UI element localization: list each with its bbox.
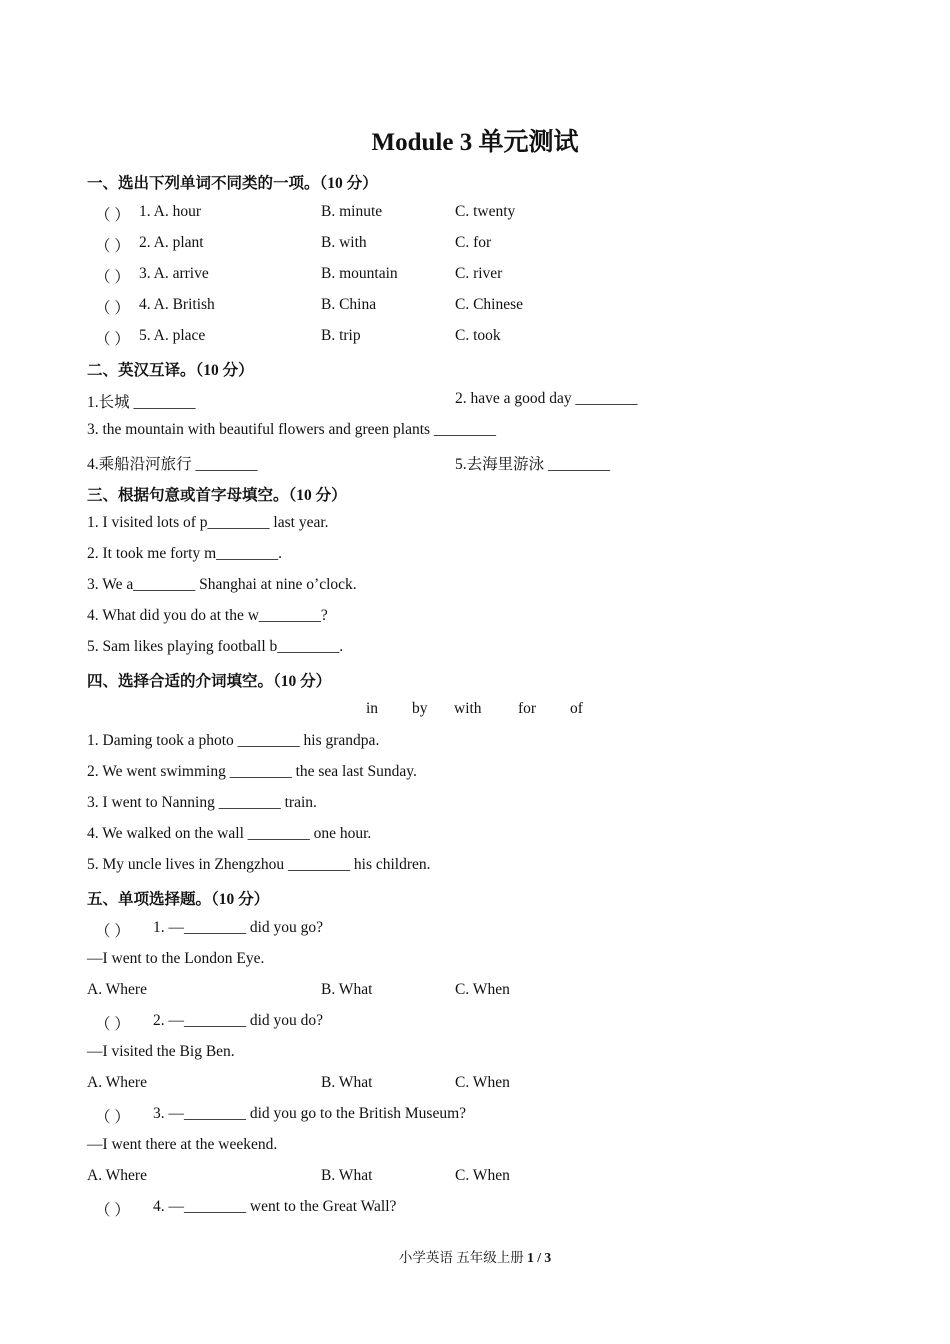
- option-a: A. Where: [87, 1074, 147, 1091]
- answer-paren: （ ）: [95, 923, 130, 940]
- section-3-heading: 三、根据句意或首字母填空。（10 分）: [87, 487, 347, 504]
- option-a: 1. A. hour: [139, 203, 201, 220]
- s5-q2: [0, 1012, 950, 1032]
- s5-q2-answer: —I visited the Big Ben.: [87, 1043, 235, 1060]
- question-text: 2. —________ did you do?: [153, 1012, 324, 1029]
- footer-text: 小学英语 五年级上册: [398, 1250, 528, 1265]
- s1-item-5: [0, 327, 950, 347]
- option-b: B. trip: [321, 327, 361, 344]
- question-text: 4. —________ went to the Great Wall?: [153, 1198, 397, 1215]
- option-c: C. river: [455, 265, 503, 282]
- section-5-heading: 五、单项选择题。（10 分）: [87, 891, 270, 908]
- answer-paren: （ ）: [95, 269, 130, 286]
- s5-q4: [0, 1198, 950, 1218]
- answer-paren: （ ）: [95, 1109, 130, 1126]
- s2-q2: 2. have a good day ________: [455, 390, 638, 407]
- option-b: B. with: [321, 234, 367, 251]
- answer-paren: （ ）: [95, 207, 130, 224]
- option-b: B. minute: [321, 203, 383, 220]
- s3-item-4: 4. What did you do at the w________?: [87, 607, 328, 624]
- s2-q5: 5.去海里游泳 ________: [455, 456, 611, 473]
- option-c: C. took: [455, 327, 501, 344]
- section-4-heading: 四、选择合适的介词填空。（10 分）: [87, 673, 332, 690]
- s5-q1: [0, 919, 950, 939]
- option-a: A. Where: [87, 981, 147, 998]
- answer-paren: （ ）: [95, 331, 130, 348]
- option-b: B. mountain: [321, 265, 398, 282]
- option-c: C. When: [455, 981, 510, 998]
- s4-item-1: 1. Daming took a photo ________ his grandpa.: [87, 732, 380, 749]
- option-a: 2. A. plant: [139, 234, 204, 251]
- option-b: B. What: [321, 1167, 373, 1184]
- option-b: B. What: [321, 981, 373, 998]
- question-text: 3. —________ did you go to the British Museum?: [153, 1105, 467, 1122]
- option-b: B. China: [321, 296, 377, 313]
- s4-item-2: 2. We went swimming ________ the sea last Sunday.: [87, 763, 417, 780]
- answer-paren: （ ）: [95, 1202, 130, 1219]
- s5-q2-options: [0, 1074, 950, 1094]
- word-bank-item: of: [570, 700, 583, 717]
- s2-q3: 3. the mountain with beautiful flowers and green plants ________: [87, 421, 496, 438]
- option-c: C. for: [455, 234, 492, 251]
- s3-item-5: 5. Sam likes playing football b________.: [87, 638, 344, 655]
- s1-item-3: [0, 265, 950, 285]
- word-bank: [0, 700, 950, 720]
- s3-item-3: 3. We a________ Shanghai at nine o’clock.: [87, 576, 357, 593]
- page-footer: [0, 1246, 950, 1266]
- page-number: 1 / 3: [527, 1250, 552, 1265]
- word-bank-item: with: [454, 700, 482, 717]
- s1-item-2: [0, 234, 950, 254]
- s5-q3: [0, 1105, 950, 1125]
- section-1-heading: 一、选出下列单词不同类的一项。（10 分）: [87, 175, 378, 192]
- s1-item-4: [0, 296, 950, 316]
- option-b: B. What: [321, 1074, 373, 1091]
- s5-q1-options: [0, 981, 950, 1001]
- option-c: C. When: [455, 1074, 510, 1091]
- s3-item-1: 1. I visited lots of p________ last year.: [87, 514, 329, 531]
- option-c: C. twenty: [455, 203, 516, 220]
- s2-q4: 4.乘船沿河旅行 ________: [87, 456, 258, 473]
- s4-item-5: 5. My uncle lives in Zhengzhou ________ his children.: [87, 856, 431, 873]
- option-c: C. When: [455, 1167, 510, 1184]
- s5-q1-answer: —I went to the London Eye.: [87, 950, 265, 967]
- word-bank-item: in: [366, 700, 379, 717]
- word-bank-item: by: [412, 700, 428, 717]
- option-c: C. Chinese: [455, 296, 524, 313]
- page-title: Module 3 单元测试: [371, 129, 579, 156]
- answer-paren: （ ）: [95, 1016, 130, 1033]
- s3-item-2: 2. It took me forty m________.: [87, 545, 283, 562]
- option-a: 3. A. arrive: [139, 265, 209, 282]
- section-2-heading: 二、英汉互译。（10 分）: [87, 362, 254, 379]
- s1-item-1: [0, 203, 950, 223]
- s5-q3-options: [0, 1167, 950, 1187]
- question-text: 1. —________ did you go?: [153, 919, 324, 936]
- word-bank-item: for: [518, 700, 537, 717]
- answer-paren: （ ）: [95, 300, 130, 317]
- s4-item-4: 4. We walked on the wall ________ one hour.: [87, 825, 372, 842]
- s4-item-3: 3. I went to Nanning ________ train.: [87, 794, 317, 811]
- option-a: A. Where: [87, 1167, 147, 1184]
- option-a: 4. A. British: [139, 296, 215, 313]
- answer-paren: （ ）: [95, 238, 130, 255]
- s2-q1: 1.长城 ________: [87, 394, 196, 411]
- s5-q3-answer: —I went there at the weekend.: [87, 1136, 278, 1153]
- option-a: 5. A. place: [139, 327, 206, 344]
